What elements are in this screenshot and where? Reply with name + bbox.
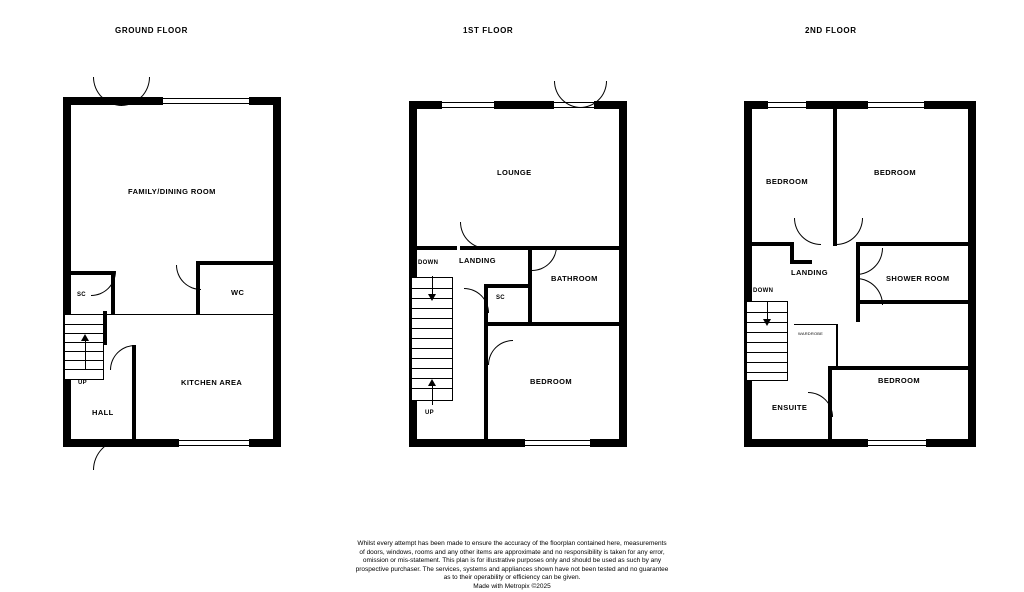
- second-door-arc-bed1: [794, 218, 821, 245]
- second-wardrobe-label: WARDROBE: [798, 331, 824, 336]
- ground-door-arc-wc: [176, 265, 201, 290]
- second-wall-bottom-mid: [808, 439, 868, 447]
- first-wall-sc-top: [484, 284, 528, 288]
- first-wall-bottom-left: [409, 439, 467, 447]
- ground-stair-arrow-head: [81, 334, 89, 341]
- disclaimer-line-3: omission or mis-statement. This plan is for illustrative purposes only and should be used as such by any: [362, 557, 662, 564]
- floor-title-second: 2ND FLOOR: [805, 26, 857, 35]
- second-door-arc-shower: [856, 248, 883, 275]
- ground-wall-bottom-right: [249, 439, 281, 447]
- second-window-bottom: [868, 440, 926, 446]
- first-wall-bedroom-left: [484, 326, 488, 447]
- first-stair-down-arrow-line: [432, 276, 433, 296]
- second-door-arc-bed2: [836, 218, 863, 245]
- ground-wall-right: [273, 97, 281, 447]
- ground-stairs: [64, 314, 104, 380]
- first-stair-down-arrow-head: [428, 294, 436, 301]
- ground-window-bottom: [179, 440, 249, 446]
- room-label-sc-ground: SC: [77, 292, 86, 298]
- second-stair-down-arrow-line: [767, 301, 768, 321]
- floor-title-first: 1ST FLOOR: [463, 26, 514, 35]
- second-wall-wardrobe: [794, 324, 838, 325]
- second-window-top-left: [768, 102, 806, 108]
- room-label-landing-second: LANDING: [791, 268, 828, 277]
- second-wall-landing-right: [856, 304, 860, 322]
- room-label-family-dining: FAMILY/DINING ROOM: [128, 187, 216, 196]
- room-label-hall: HALL: [92, 408, 114, 417]
- room-label-lounge: LOUNGE: [497, 168, 532, 177]
- first-window-top-left: [442, 102, 494, 108]
- disclaimer-line-2: of doors, windows, rooms and any other items are approximate and no responsibility is taken for any error,: [359, 548, 665, 556]
- second-wall-wardrobe-right: [836, 324, 838, 366]
- first-wall-top-right: [594, 101, 627, 109]
- room-label-sc-first: SC: [496, 295, 505, 301]
- ground-stair-arrow-line: [85, 338, 86, 370]
- second-stair-down-label: DOWN: [753, 288, 774, 294]
- room-label-bedroom-first: BEDROOM: [530, 377, 572, 386]
- first-wall-landing-left: [409, 246, 457, 250]
- second-wall-bottom-left: [744, 439, 808, 447]
- ground-wall-mid-divider: [105, 314, 281, 315]
- room-label-bathroom: BATHROOM: [551, 274, 598, 283]
- first-wall-bottom-mid: [467, 439, 525, 447]
- first-door-arc-bathroom: [532, 246, 557, 271]
- ground-wall-wc-top: [196, 261, 281, 265]
- first-door-arc-bedroom: [488, 340, 513, 365]
- first-wall-top-left: [409, 101, 442, 109]
- second-wall-bed-bottom-left: [744, 242, 794, 246]
- second-wall-right: [968, 101, 976, 447]
- ground-wall-bottom-mid: [121, 439, 179, 447]
- second-wall-top-right: [924, 101, 976, 109]
- room-label-kitchen: KITCHEN AREA: [181, 378, 243, 387]
- second-wall-left: [744, 101, 752, 447]
- disclaimer: [0, 540, 1024, 591]
- ground-wall-top-right: [249, 97, 281, 105]
- floor-title-ground: GROUND FLOOR: [115, 26, 188, 35]
- second-door-arc-shower2: [856, 278, 883, 305]
- room-label-bedroom-2f-2: BEDROOM: [874, 168, 916, 177]
- first-window-bottom: [525, 440, 590, 446]
- room-label-shower-room: SHOWER ROOM: [886, 274, 950, 283]
- second-wall-shower-top: [856, 242, 976, 246]
- room-label-ensuite: ENSUITE: [772, 403, 808, 412]
- second-wall-top-mid: [806, 101, 868, 109]
- first-wall-bottom-right: [590, 439, 627, 447]
- ground-stair-up-label: UP: [78, 380, 87, 386]
- room-label-landing-first: LANDING: [459, 256, 496, 265]
- disclaimer-line-1: Whilst every attempt has been made to ensure the accuracy of the floorplan contained here, measurements: [357, 540, 667, 547]
- second-window-top-right: [868, 102, 924, 108]
- ground-door-arc-hall: [110, 345, 135, 370]
- second-stair-down-arrow-head: [763, 319, 771, 326]
- second-wall-bed3-top: [828, 366, 976, 370]
- second-wall-bottom-right: [926, 439, 976, 447]
- second-wall-landing-top: [790, 260, 812, 264]
- first-stair-down-label: DOWN: [418, 260, 439, 266]
- first-stair-up-label: UP: [425, 410, 434, 416]
- first-stair-up-arrow-head: [428, 379, 436, 386]
- room-label-bedroom-2f-3: BEDROOM: [878, 376, 920, 385]
- first-wall-right: [619, 101, 627, 447]
- room-label-bedroom-2f-1: BEDROOM: [766, 177, 808, 186]
- disclaimer-line-4: prospective purchaser. The services, systems and appliances shown have not been tested and no guarantee: [355, 565, 669, 573]
- ground-window-top: [163, 98, 249, 104]
- room-label-wc: WC: [231, 288, 245, 297]
- first-door-arc-lounge: [460, 222, 487, 249]
- first-wall-bath-bottom: [484, 322, 627, 326]
- disclaimer-line-5: as to their operability or efficiency can be given.: [443, 574, 581, 581]
- first-wall-top-mid: [494, 101, 554, 109]
- disclaimer-attribution: Made with Metropix ©2025: [473, 582, 551, 590]
- first-stair-up-arrow-line: [432, 385, 433, 405]
- second-wall-top-left: [744, 101, 768, 109]
